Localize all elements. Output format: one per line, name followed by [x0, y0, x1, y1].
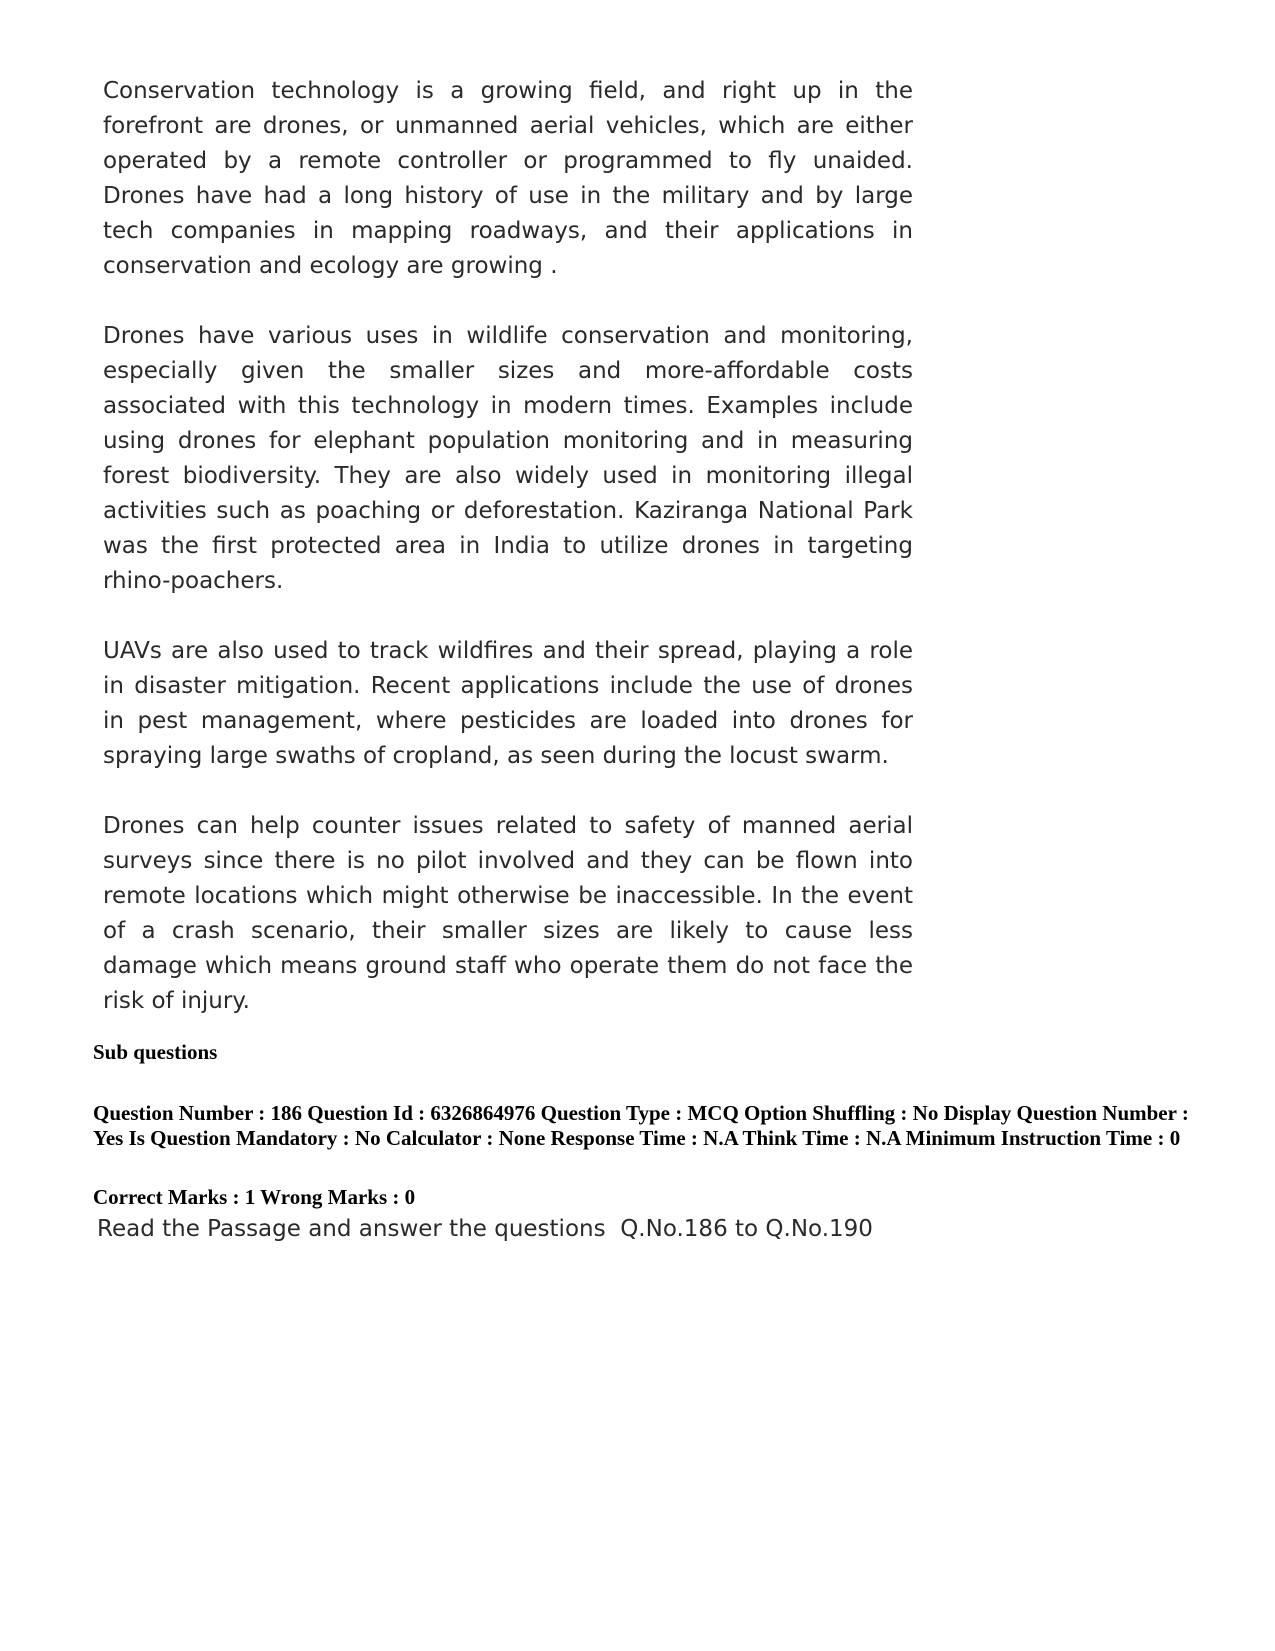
passage-paragraph-3: UAVs are also used to track wildfires and their spread, playing a role in disaster mitigation. Recent applications include the use of drones in pest management, where pesticides are loaded into drones for spraying large swaths of cropland, as seen during the locust swarm.	[103, 638, 913, 769]
question-marks: Correct Marks : 1 Wrong Marks : 0	[93, 1185, 416, 1209]
question-info: Question Number : 186 Question Id : 6326864976 Question Type : MCQ Option Shuffling : No Display Question Number : Yes Is Question Mandatory : No Calculator : None Response Time : N.A Think Time : N.A Minimum Instruction Time : 0	[93, 1101, 1189, 1150]
passage	[103, 74, 913, 1019]
passage-paragraph-1: Conservation technology is a growing field, and right up in the forefront are drones, or unmanned aerial vehicles, which are either operated by a remote controller or programmed to fly unaided. Drones have had a long history of use in the military and by large tech companies in mapping roadways, and their applications in conservation and ecology are growing .	[103, 78, 913, 279]
passage-paragraph-2: Drones have various uses in wildlife conservation and monitoring, especially given the smaller sizes and more-affordable costs associated with this technology in modern times. Examples include using drones for elephant population monitoring and in measuring forest biodiversity. They are also widely used in monitoring illegal activities such as poaching or deforestation. Kaziranga National Park was the first protected area in India to utilize drones in targeting rhino-poachers.	[103, 323, 913, 594]
sub-questions-heading: Sub questions	[93, 1040, 218, 1064]
passage-paragraph-4: Drones can help counter issues related to safety of manned aerial surveys since there is no pilot involved and they can be flown into remote locations which might otherwise be inaccessible. In the event of a crash scenario, their smaller sizes are likely to cause less damage which means ground staff who operate them do not face the risk of injury.	[103, 813, 913, 1014]
question-instruction: Read the Passage and answer the questions Q.No.186 to Q.No.190	[97, 1216, 873, 1242]
